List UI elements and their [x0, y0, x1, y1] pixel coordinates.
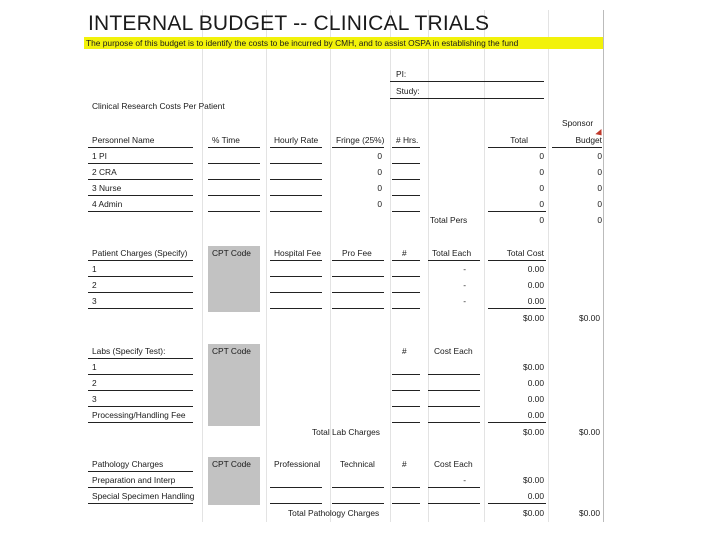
input-underline[interactable] — [270, 308, 322, 309]
grid-line — [330, 10, 331, 522]
cost-value: 0.00 — [527, 264, 544, 274]
input-underline[interactable] — [270, 211, 322, 212]
total-value: 0 — [539, 151, 544, 161]
each-value: - — [463, 280, 466, 290]
input-underline[interactable] — [88, 163, 193, 164]
personnel-row-3: 3 Nurse — [92, 183, 122, 193]
input-underline[interactable] — [270, 487, 322, 488]
sheet-edge — [603, 10, 604, 522]
budget-value: 0 — [597, 167, 602, 177]
hdr-labs-cost-each: Cost Each — [434, 346, 473, 356]
budget-value: 0 — [597, 199, 602, 209]
input-underline[interactable] — [392, 195, 420, 196]
input-underline[interactable] — [428, 406, 480, 407]
hdr-personnel: Personnel Name — [92, 135, 155, 145]
cost-value: 0.00 — [527, 296, 544, 306]
fringe-value: 0 — [377, 199, 382, 209]
hdr-total: Total — [510, 135, 528, 145]
pathology-row-2: Special Specimen Handling — [92, 491, 195, 501]
grid-line — [548, 10, 549, 522]
cost-value: 0.00 — [527, 378, 544, 388]
hdr-hourly: Hourly Rate — [274, 135, 319, 145]
hdr-total-each: Total Each — [432, 248, 472, 258]
input-underline[interactable] — [332, 503, 384, 504]
input-underline[interactable] — [392, 292, 420, 293]
input-underline[interactable] — [88, 358, 193, 359]
each-value: - — [463, 296, 466, 306]
labs-total-budget: $0.00 — [579, 427, 600, 437]
budget-value: 0 — [597, 151, 602, 161]
hdr-path-cost-each: Cost Each — [434, 459, 473, 469]
purpose-banner — [84, 37, 604, 49]
input-underline[interactable] — [270, 276, 322, 277]
hdr-labs-cpt: CPT Code — [212, 346, 251, 356]
input-underline[interactable] — [392, 260, 420, 261]
input-underline[interactable] — [208, 163, 260, 164]
hdr-patient-charges: Patient Charges (Specify) — [92, 248, 188, 258]
study-label: Study: — [396, 86, 420, 96]
input-underline[interactable] — [392, 163, 420, 164]
grid-line — [266, 10, 267, 522]
labs-total-cost: $0.00 — [523, 427, 544, 437]
hdr-fringe: Fringe (25%) — [336, 135, 385, 145]
input-underline[interactable] — [332, 276, 384, 277]
input-underline[interactable] — [488, 147, 546, 148]
personnel-row-2: 2 CRA — [92, 167, 117, 177]
each-value: - — [463, 475, 466, 485]
hdr-technical: Technical — [340, 459, 375, 469]
cost-value: 0.00 — [527, 410, 544, 420]
input-underline[interactable] — [270, 147, 322, 148]
input-underline[interactable] — [88, 147, 193, 148]
hdr-cpt-code: CPT Code — [212, 248, 251, 258]
input-underline[interactable] — [208, 147, 260, 148]
total-value: 0 — [539, 199, 544, 209]
hdr-budget: Budget — [575, 135, 602, 145]
cost-value: 0.00 — [527, 491, 544, 501]
pathology-total-budget: $0.00 — [579, 508, 600, 518]
input-underline[interactable] — [392, 422, 420, 423]
hdr-labs: Labs (Specify Test): — [92, 346, 166, 356]
input-underline[interactable] — [88, 276, 193, 277]
input-underline[interactable] — [332, 260, 384, 261]
input-underline[interactable] — [392, 211, 420, 212]
cost-value: 0.00 — [527, 394, 544, 404]
page-title: INTERNAL BUDGET -- CLINICAL TRIALS — [88, 12, 490, 35]
input-underline[interactable] — [88, 292, 193, 293]
banner-text: The purpose of this budget is to identify the costs to be incurred by CMH, and to assist OSPA in establishing the fund — [86, 38, 519, 48]
pathology-row-1: Preparation and Interp — [92, 475, 176, 485]
fringe-value: 0 — [377, 167, 382, 177]
labs-row-4: Processing/Handling Fee — [92, 410, 186, 420]
labs-row-3: 3 — [92, 394, 97, 404]
input-underline[interactable] — [88, 195, 193, 196]
cost-value: $0.00 — [523, 475, 544, 485]
pi-label: PI: — [396, 69, 407, 79]
grid-line — [484, 10, 485, 522]
input-underline[interactable] — [270, 503, 322, 504]
grid-line — [390, 10, 391, 522]
hdr-hospital-fee: Hospital Fee — [274, 248, 322, 258]
total-pers-label: Total Pers — [430, 215, 468, 225]
input-underline[interactable] — [88, 260, 193, 261]
input-underline[interactable] — [270, 163, 322, 164]
input-underline[interactable] — [88, 471, 193, 472]
input-underline[interactable] — [208, 195, 260, 196]
hdr-path-count: # — [402, 459, 407, 469]
input-underline[interactable] — [332, 292, 384, 293]
input-underline[interactable] — [392, 406, 420, 407]
budget-value: 0 — [597, 183, 602, 193]
budget-sheet — [84, 10, 604, 522]
input-underline[interactable] — [392, 179, 420, 180]
input-underline[interactable] — [392, 308, 420, 309]
input-underline[interactable] — [488, 211, 546, 212]
input-underline[interactable] — [88, 406, 193, 407]
input-underline[interactable] — [428, 260, 480, 261]
patient-total-cost: $0.00 — [523, 313, 544, 323]
input-underline[interactable] — [270, 195, 322, 196]
input-underline[interactable] — [208, 179, 260, 180]
input-underline[interactable] — [488, 260, 546, 261]
patient-row-3: 3 — [92, 296, 97, 306]
hdr-pct-time: % Time — [212, 135, 240, 145]
input-underline[interactable] — [270, 292, 322, 293]
hdr-total-cost: Total Cost — [506, 248, 544, 258]
cost-value: 0.00 — [527, 280, 544, 290]
input-underline[interactable] — [88, 211, 193, 212]
patient-total-budget: $0.00 — [579, 313, 600, 323]
input-underline[interactable] — [392, 503, 420, 504]
input-underline[interactable] — [392, 374, 420, 375]
grid-line — [202, 10, 203, 522]
labs-total-label: Total Lab Charges — [312, 427, 380, 437]
total-pers-value: 0 — [539, 215, 544, 225]
pathology-total-label: Total Pathology Charges — [288, 508, 380, 518]
input-underline[interactable] — [488, 308, 546, 309]
section-title: Clinical Research Costs Per Patient — [92, 101, 225, 111]
input-underline[interactable] — [392, 390, 420, 391]
input-underline[interactable] — [270, 260, 322, 261]
input-underline[interactable] — [428, 487, 480, 488]
total-value: 0 — [539, 183, 544, 193]
input-underline[interactable] — [332, 308, 384, 309]
input-underline[interactable] — [88, 308, 193, 309]
input-underline[interactable] — [488, 422, 546, 423]
input-underline[interactable] — [332, 147, 384, 148]
input-underline[interactable] — [428, 390, 480, 391]
fringe-value: 0 — [377, 183, 382, 193]
hdr-labs-count: # — [402, 346, 407, 356]
hdr-hrs: # Hrs. — [396, 135, 419, 145]
input-underline[interactable] — [488, 503, 546, 504]
input-underline[interactable] — [392, 147, 420, 148]
personnel-row-4: 4 Admin — [92, 199, 123, 209]
input-underline[interactable] — [270, 179, 322, 180]
hdr-professional: Professional — [274, 459, 321, 469]
study-field[interactable] — [390, 98, 544, 99]
input-underline[interactable] — [88, 390, 193, 391]
hdr-count: # — [402, 248, 407, 258]
input-underline[interactable] — [552, 147, 602, 148]
input-underline[interactable] — [88, 179, 193, 180]
personnel-row-1: 1 PI — [92, 151, 107, 161]
labs-row-1: 1 — [92, 362, 97, 372]
labs-row-2: 2 — [92, 378, 97, 388]
input-underline[interactable] — [88, 422, 193, 423]
hdr-path-cpt: CPT Code — [212, 459, 251, 469]
each-value: - — [463, 264, 466, 274]
patient-row-1: 1 — [92, 264, 97, 274]
input-underline[interactable] — [392, 276, 420, 277]
cost-value: $0.00 — [523, 362, 544, 372]
input-underline[interactable] — [428, 503, 480, 504]
sponsor-label: Sponsor — [562, 118, 594, 128]
grid-line — [428, 10, 429, 522]
total-value: 0 — [539, 167, 544, 177]
input-underline[interactable] — [88, 374, 193, 375]
input-underline[interactable] — [208, 211, 260, 212]
hdr-pathology: Pathology Charges — [92, 459, 164, 469]
input-underline[interactable] — [332, 487, 384, 488]
input-underline[interactable] — [392, 487, 420, 488]
pathology-total-cost: $0.00 — [523, 508, 544, 518]
input-underline[interactable] — [88, 503, 193, 504]
patient-row-2: 2 — [92, 280, 97, 290]
pi-field[interactable] — [390, 81, 544, 82]
input-underline[interactable] — [428, 374, 480, 375]
input-underline[interactable] — [88, 487, 193, 488]
hdr-pro-fee: Pro Fee — [342, 248, 372, 258]
fringe-value: 0 — [377, 151, 382, 161]
total-pers-budget: 0 — [597, 215, 602, 225]
input-underline[interactable] — [428, 422, 480, 423]
